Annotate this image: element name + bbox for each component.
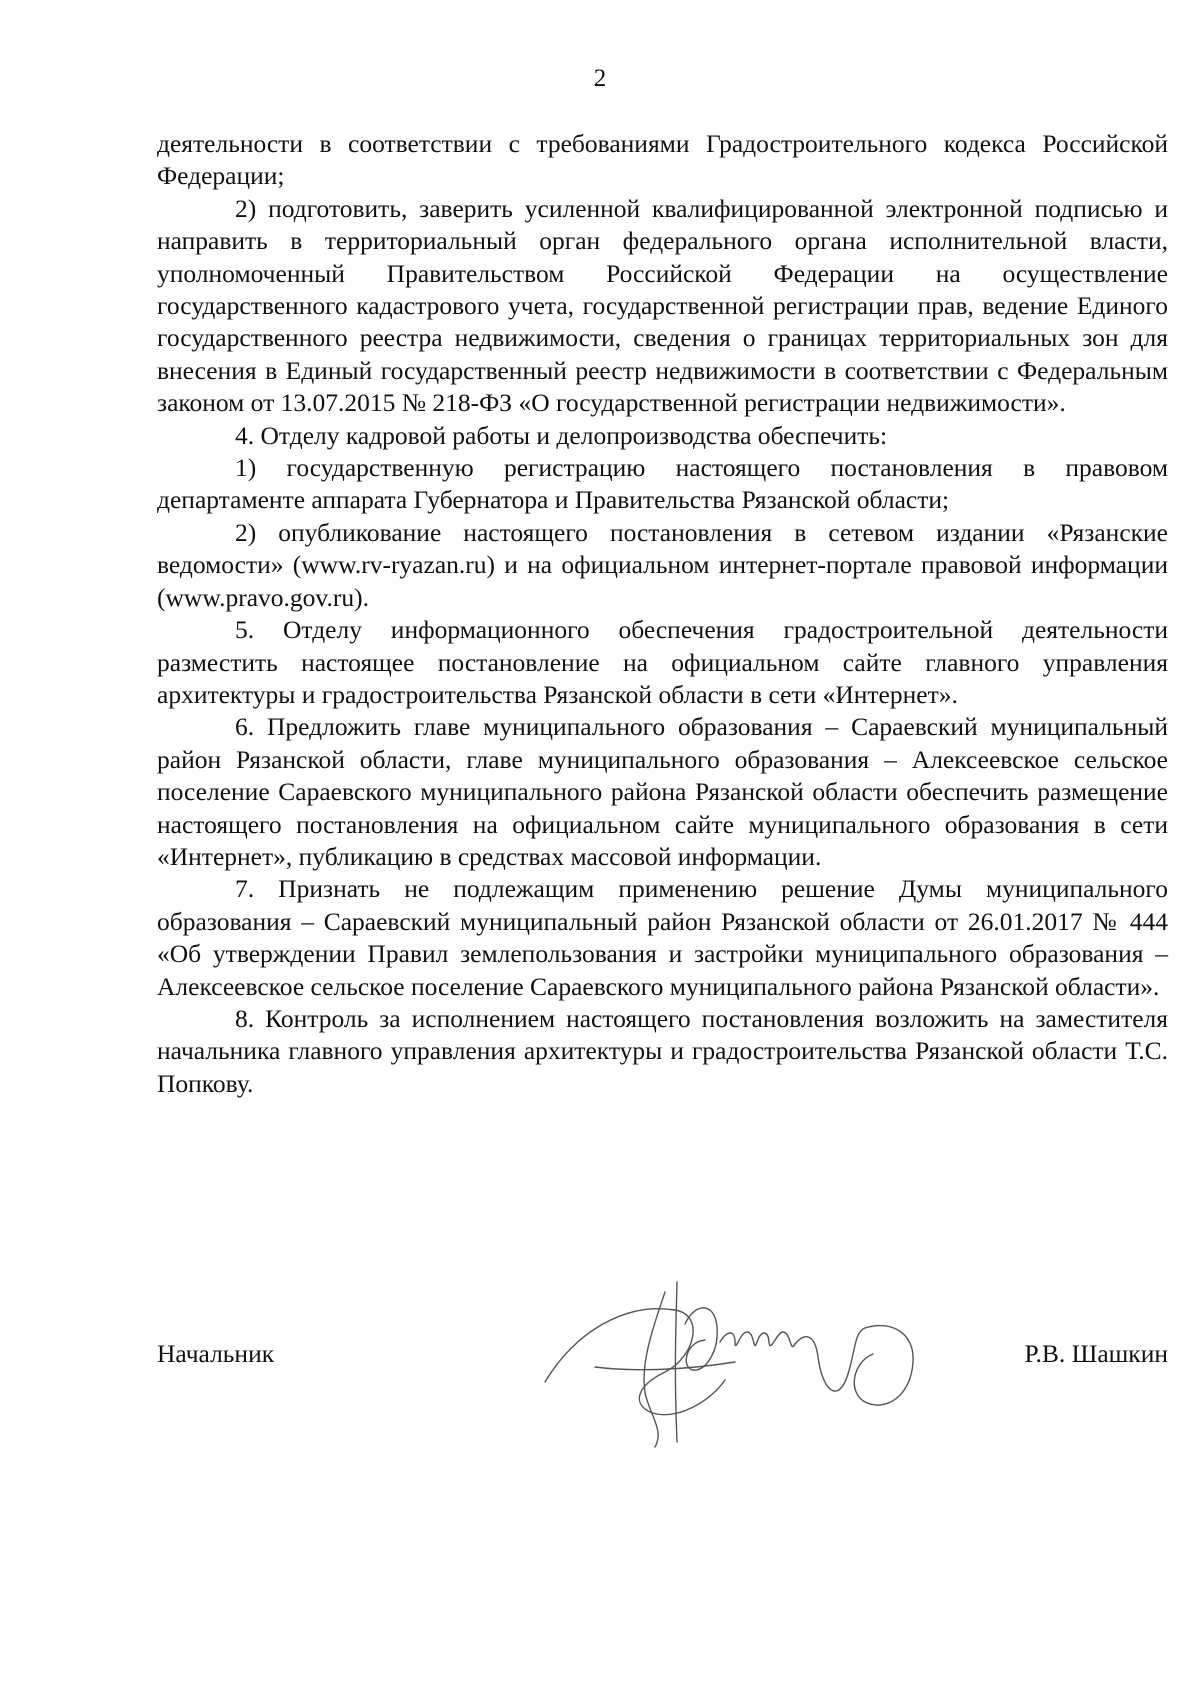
paragraph-item-4-2: 2) опубликование настоящего постановления в сетевом издании «Рязанские ведомости» (www.rv-ryazan.ru) и на официальном интернет-портале правовой информации (www.pravo.gov.ru). [157, 517, 1168, 612]
signatory-title: Начальник [157, 1339, 275, 1368]
page-number: 2 [593, 65, 607, 92]
handwritten-signature [535, 1262, 935, 1452]
paragraph-continuation: деятельности в соответствии с требованиями Градостроительного кодекса Российской Федерации; [157, 129, 1168, 191]
paragraph-item-4-1: 1) государственную регистрацию настоящего постановления в правовом департаменте аппарата Губернатора и Правительства Рязанской области; [157, 453, 1168, 515]
paragraph-item-6: 6. Предложить главе муниципального образования – Сараевский муниципальный район Рязанской области, главе муниципального образования – Алексеевское сельское поселение Сараевского муниципального района Рязанской области обеспечить размещение настоящего постановления на официальном сайте муниципального образования в сети «Интернет», публикацию в средствах массовой информации. [157, 712, 1168, 871]
paragraph-item-2: 2) подготовить, заверить усиленной квалифицированной электронной подписью и направить в территориальный орган федерального органа исполнительной власти, уполномоченный Правительством Российской Федерации на осуществление государственного кадастрового учета, государственной регистрации прав, ведение Единого государственного реестра недвижимости, сведения о границах территориальных зон для внесения в Единый государственный реестр недвижимости в соответствии с Федеральным законом от 13.07.2015 № 218-ФЗ «О государственной регистрации недвижимости». [157, 193, 1168, 418]
paragraph-item-8: 8. Контроль за исполнением настоящего постановления возложить на заместителя начальника главного управления архитектуры и градостроительства Рязанской области Т.С. Попкову. [157, 1003, 1168, 1098]
paragraph-item-5: 5. Отделу информационного обеспечения градостроительной деятельности разместить настоящее постановление на официальном сайте главного управления архитектуры и градостроительства Рязанской области в сети «Интернет». [157, 615, 1168, 709]
document-body [157, 128, 1168, 1100]
signatory-name: Р.В. Шашкин [1024, 1339, 1168, 1368]
paragraph-item-4: 4. Отделу кадровой работы и делопроизводства обеспечить: [235, 420, 888, 450]
paragraph-item-7: 7. Признать не подлежащим применению решение Думы муниципального образования – Сараевский муниципальный район Рязанской области от 26.01.2017 № 444 «Об утверждении Правил землепользования и застройки муниципального образования – Алексеевское сельское поселение Сараевского муниципального района Рязанской области». [157, 874, 1168, 1001]
